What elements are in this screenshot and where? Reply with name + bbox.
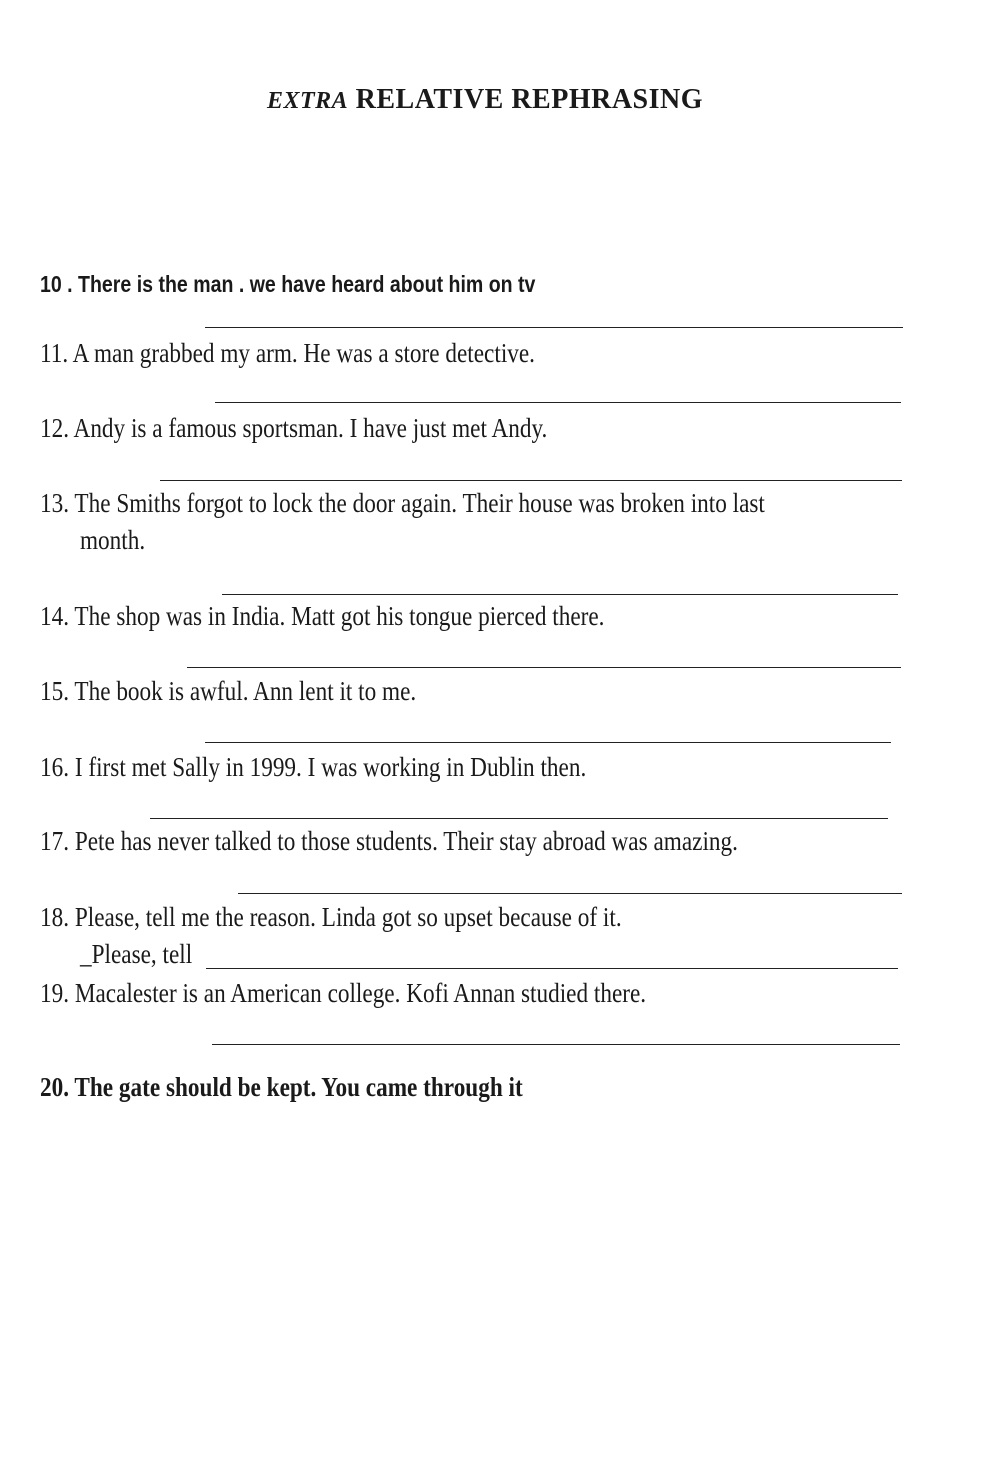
title-prefix: EXTRA (266, 88, 349, 114)
question-16: 16. I first met Sally in 1999. I was working in Dublin then. (40, 752, 587, 782)
question-15: 15. The book is awful. Ann lent it to me. (40, 676, 417, 706)
answer-line-14[interactable] (187, 667, 901, 668)
question-12: 12. Andy is a famous sportsman. I have just met Andy. (40, 413, 548, 443)
answer-line-15[interactable] (205, 742, 891, 743)
page-title (0, 84, 970, 116)
question-14: 14. The shop was in India. Matt got his tongue pierced there. (40, 601, 605, 631)
question-19: 19. Macalester is an American college. Kofi Annan studied there. (40, 978, 647, 1008)
question-11: 11. A man grabbed my arm. He was a store detective. (40, 338, 535, 368)
answer-line-11[interactable] (215, 402, 901, 403)
answer-line-18[interactable] (206, 968, 898, 969)
question-10: 10 . There is the man . we have heard about him on tv (40, 271, 536, 297)
question-18: 18. Please, tell me the reason. Linda got so upset because of it. (40, 902, 622, 932)
answer-prefix-18: _Please, tell (80, 939, 193, 969)
question-20: 20. The gate should be kept. You came through it (40, 1072, 523, 1102)
title-main: RELATIVE REPHRASING (355, 84, 704, 115)
answer-line-12[interactable] (160, 480, 902, 481)
question-17: 17. Pete has never talked to those students. Their stay abroad was amazing. (40, 826, 738, 856)
question-13-continued: month. (80, 525, 146, 555)
answer-line-19[interactable] (212, 1044, 900, 1045)
answer-line-13[interactable] (222, 594, 898, 595)
answer-line-16[interactable] (150, 818, 888, 819)
answer-line-17[interactable] (238, 893, 902, 894)
question-13: 13. The Smiths forgot to lock the door again. Their house was broken into last (40, 488, 765, 518)
answer-line-10[interactable] (205, 327, 903, 328)
